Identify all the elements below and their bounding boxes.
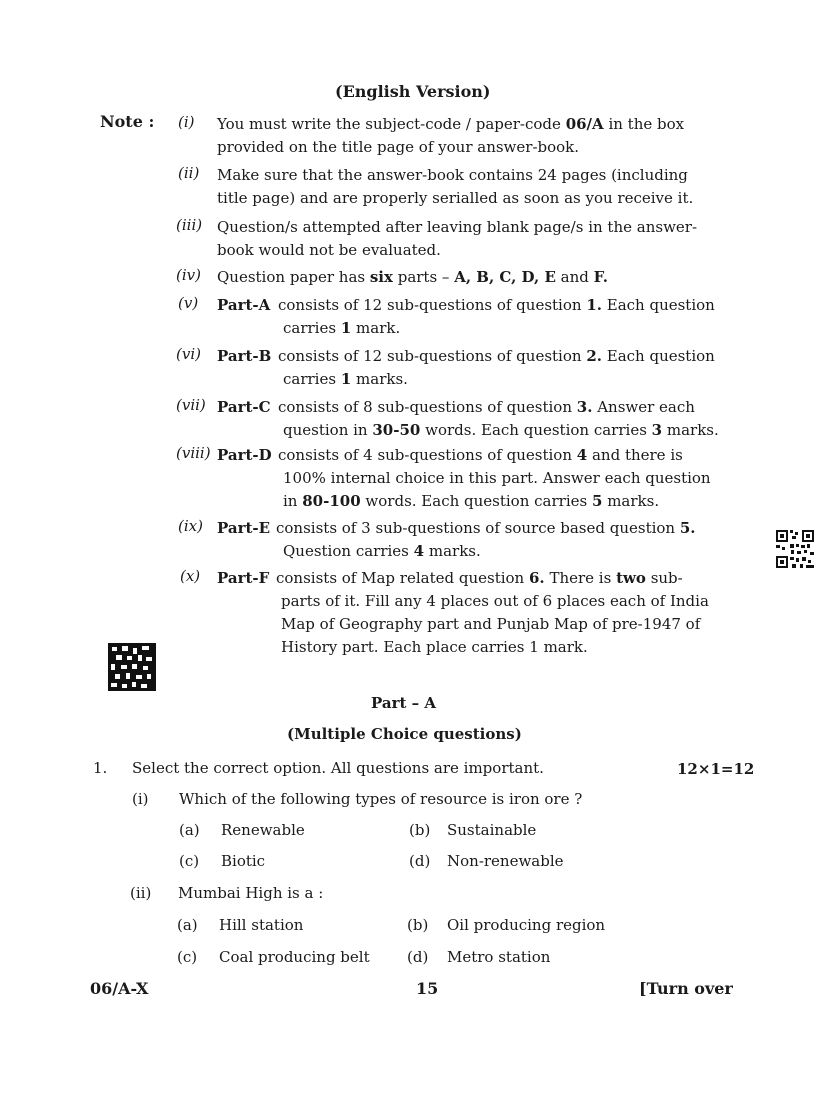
note-item-text: consists of 12 sub-questions of question 2. Each question carries 1 marks. (278, 347, 715, 388)
question-marks: 12×1=12 (677, 760, 755, 778)
paper-code: 06/A-X (90, 979, 149, 998)
note-item-number: (iii) (176, 216, 203, 234)
section-title: Part – A (371, 694, 437, 712)
option-text: Sustainable (447, 821, 537, 839)
option-key: (b) (407, 916, 429, 934)
page-title: (English Version) (335, 82, 491, 101)
note-item-text: Question/s attempted after leaving blank page/s in the answer- book would not be evaluated. (217, 218, 698, 259)
option-key: (a) (179, 821, 200, 839)
note-item-number: (iv) (176, 266, 201, 284)
note-part-label: Part-B (217, 347, 272, 365)
note-item-number: (i) (178, 113, 195, 131)
note-part-label: Part-D (217, 446, 272, 464)
note-part-label: Part-C (217, 398, 271, 416)
option-text: Coal producing belt (219, 948, 370, 966)
section-subtitle: (Multiple Choice questions) (287, 725, 522, 743)
note-item-text: consists of 8 sub-questions of question 3. Answer each question in 30-50 words. Each question carries 3 marks. (278, 398, 719, 439)
note-item-number: (vi) (176, 345, 201, 363)
note-item-text: consists of 4 sub-questions of question 4 and there is 100% internal choice in this part. Answer each question in 80-100 words. Each question carries 5 marks. (278, 446, 711, 510)
option-key: (d) (407, 948, 429, 966)
note-item-text: Question paper has six parts – A, B, C, D, E and F. (217, 268, 609, 286)
note-item-text: consists of Map related question 6. There is two sub- parts of it. Fill any 4 places out of 6 places each of India Map of Geography part and Punjab Map of pre-1947 of History part. Each place carries 1 mark. (276, 569, 709, 656)
note-item-number: (ix) (178, 517, 203, 535)
note-part-label: Part-A (217, 296, 271, 314)
datamatrix-code-icon (108, 643, 156, 691)
note-item-number: (x) (180, 567, 201, 585)
note-item-number: (ii) (178, 164, 200, 182)
qr-code-icon (776, 530, 814, 568)
option-text: Non-renewable (447, 852, 564, 870)
option-text: Renewable (221, 821, 305, 839)
sub-question-text: Mumbai High is a : (178, 884, 324, 902)
note-item-number: (vii) (176, 396, 206, 414)
note-label: Note : (100, 112, 155, 131)
sub-question-number: (ii) (130, 884, 152, 902)
note-item-text: You must write the subject-code / paper-code 06/A in the box provided on the title page of your answer-book. (217, 115, 685, 156)
option-key: (a) (177, 916, 198, 934)
page-number: 15 (416, 979, 439, 998)
turn-over-label: [Turn over (639, 979, 733, 998)
option-text: Biotic (221, 852, 266, 870)
sub-question-number: (i) (132, 790, 149, 808)
note-item-number: (v) (178, 294, 199, 312)
question-number: 1. (93, 759, 108, 777)
note-item-text: consists of 3 sub-questions of source based question 5. Question carries 4 marks. (276, 519, 696, 560)
note-item-text: Make sure that the answer-book contains 24 pages (including title page) and are properly serialled as soon as you receive it. (217, 166, 694, 207)
option-key: (b) (409, 821, 431, 839)
option-text: Hill station (219, 916, 304, 934)
note-item-text: consists of 12 sub-questions of question 1. Each question carries 1 mark. (278, 296, 715, 337)
option-key: (c) (177, 948, 198, 966)
option-key: (c) (179, 852, 200, 870)
option-text: Metro station (447, 948, 551, 966)
option-key: (d) (409, 852, 431, 870)
option-text: Oil producing region (447, 916, 606, 934)
question-text: Select the correct option. All questions are important. (132, 759, 544, 777)
note-item-number: (viii) (176, 444, 211, 462)
note-part-label: Part-F (217, 569, 270, 587)
note-part-label: Part-E (217, 519, 271, 537)
sub-question-text: Which of the following types of resource is iron ore ? (179, 790, 583, 808)
